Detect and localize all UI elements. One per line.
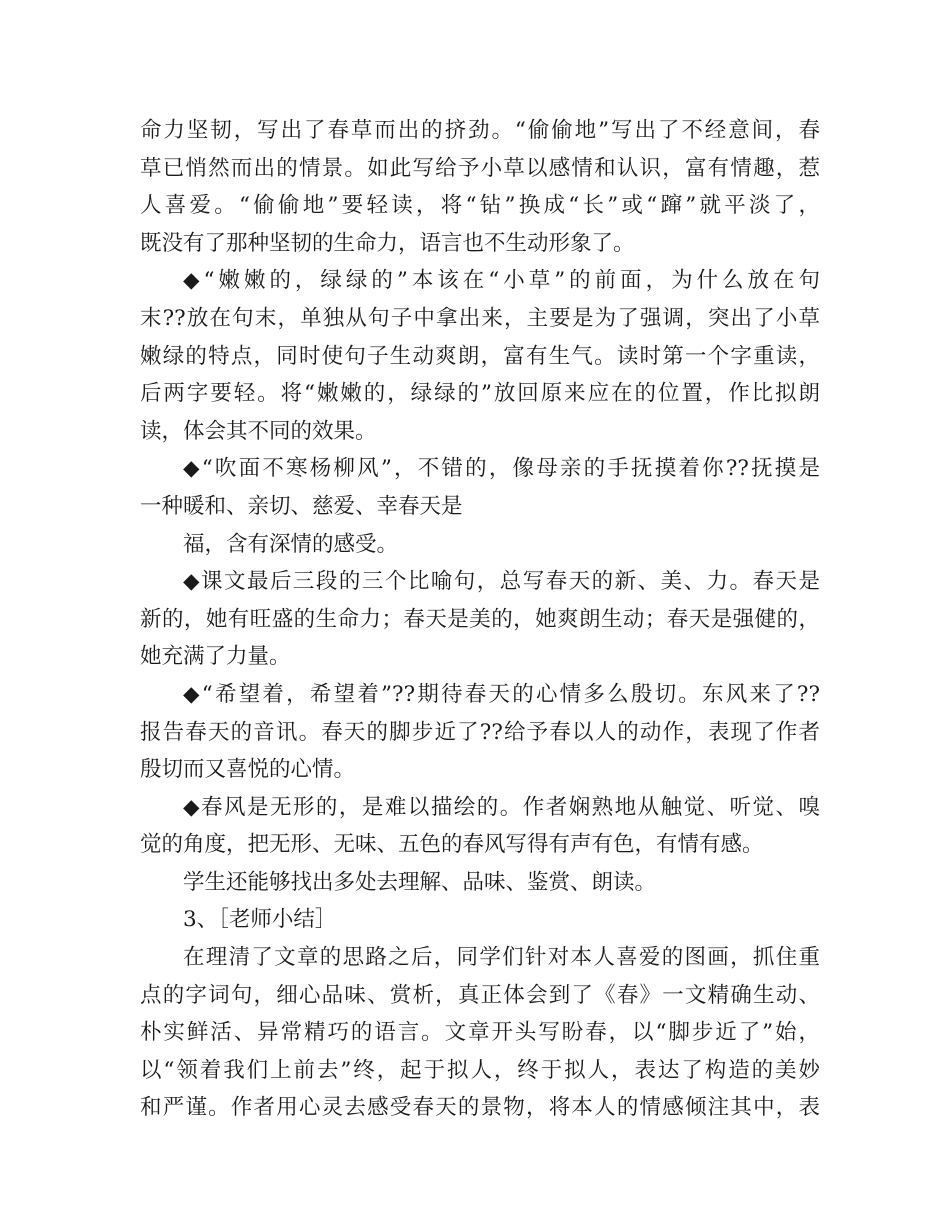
text-line: 一种暖和、亲切、慈爱、幸春天是 — [140, 493, 463, 519]
text-line: 点的字词句，细心品味、赏析，真正体会到了《春》一文精确生动、 — [140, 982, 820, 1008]
text-line: 后两字要轻。将“嫩嫩的，绿绿的”放回原来应在的位置，作比拟朗 — [140, 381, 820, 407]
text-line: 学生还能够找出多处去理解、品味、鉴赏、朗读。 — [183, 869, 657, 895]
text-line: 嫩绿的特点，同时使句子生动爽朗，富有生气。读时第一个字重读， — [140, 343, 820, 369]
text-line: ◆课文最后三段的三个比喻句，总写春天的新、美、力。春天是 — [183, 569, 820, 595]
text-line: 在理清了文章的思路之后，同学们针对本人喜爱的图画，抓住重 — [183, 945, 820, 971]
text-line: ◆“吹面不寒杨柳风”，不错的，像母亲的手抚摸着你??抚摸是 — [183, 456, 820, 482]
text-line: 新的，她有旺盛的生命力；春天是美的，她爽朗生动；春天是强健的， — [140, 606, 820, 632]
text-line: 草已悄然而出的情景。如此写给予小草以感情和认识，富有情趣，惹 — [140, 155, 820, 181]
text-line: 命力坚韧，写出了春草而出的挤劲。“偷偷地”写出了不经意间，春 — [140, 118, 820, 143]
text-line: 殷切而又喜悦的心情。 — [140, 757, 356, 783]
text-line: 既没有了那种坚韧的生命力，语言也不生动形象了。 — [140, 230, 635, 256]
text-line: 读，体会其不同的效果。 — [140, 418, 377, 444]
text-line: 觉的角度，把无形、无味、五色的春风写得有声有色，有情有感。 — [140, 832, 764, 858]
text-line: 朴实鲜活、异常精巧的语言。文章开头写盼春，以“脚步近了”始， — [140, 1020, 820, 1046]
text-line: 报告春天的音讯。春天的脚步近了??给予春以人的动作，表现了作者 — [140, 719, 820, 745]
text-line: 末??放在句末，单独从句子中拿出来，主要是为了强调，突出了小草 — [140, 305, 820, 331]
text-line: 和严谨。作者用心灵去感受春天的景物，将本人的情感倾注其中，表 — [140, 1095, 820, 1121]
document-body — [140, 112, 820, 1127]
text-line: 她充满了力量。 — [140, 644, 291, 670]
text-line: 人喜爱。“偷偷地”要轻读，将“钻”换成“长”或“蹿”就平淡了， — [140, 193, 820, 219]
text-line: 福，含有深情的感受。 — [183, 531, 399, 557]
text-line: ◆春风是无形的，是难以描绘的。作者娴熟地从触觉、听觉、嗅 — [183, 794, 820, 820]
text-line: ◆“嫩嫩的，绿绿的”本该在“小草”的前面，为什么放在句 — [183, 268, 820, 294]
text-line: 3、［老师小结］ — [183, 907, 337, 933]
text-line: 以“领着我们上前去”终，起于拟人，终于拟人，表达了构造的美妙 — [140, 1057, 820, 1083]
text-line: ◆“希望着，希望着”??期待春天的心情多么殷切。东风来了?? — [183, 681, 820, 707]
